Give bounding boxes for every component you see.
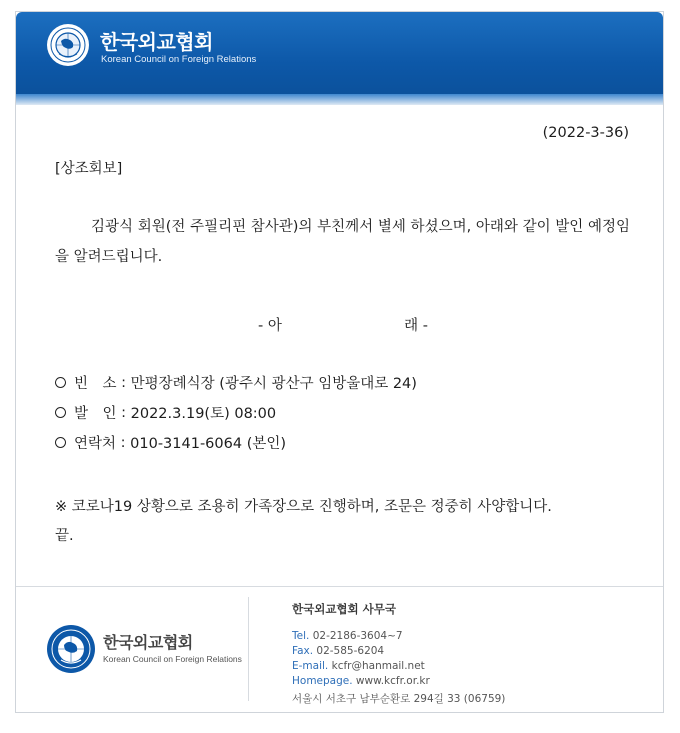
notice-paragraph [55, 493, 633, 551]
item-separator: : [116, 434, 131, 451]
document-number: (2022-3-36) [542, 125, 629, 141]
header-org-name: 한국외교협회 [100, 30, 213, 54]
list-item-departure [55, 402, 276, 423]
notice-text: ※ 코로나19 상황으로 조용히 가족장으로 진행하며, 조문은 정중히 사양합니다. [55, 499, 552, 515]
list-item-contact [55, 432, 286, 453]
section-heading [258, 314, 428, 335]
contact-email [292, 660, 425, 672]
contact-homepage [292, 675, 430, 687]
footer-org-name-en: Korean Council on Foreign Relations [103, 654, 242, 664]
item-key: 빈 소 [74, 376, 117, 392]
office-name: 한국외교협회 사무국 [292, 602, 396, 616]
homepage-label: Homepage. [292, 675, 353, 687]
list-item-funeral-hall [55, 372, 417, 393]
section-heading-left: - 아 [258, 318, 282, 334]
email-link[interactable]: kcfr@hanmail.net [331, 660, 425, 672]
header-band [16, 94, 663, 105]
item-key: 발 인 [74, 406, 117, 422]
item-value: 만평장례식장 (광주시 광산구 임방울대로 24) [130, 376, 417, 392]
contact-fax [292, 645, 384, 657]
circle-bullet-icon [55, 407, 66, 418]
tel-value: 02-2186-3604~7 [312, 630, 403, 642]
contact-address: 서울시 서초구 남부순환로 294길 33 (06759) [292, 693, 506, 705]
circle-bullet-icon [55, 377, 66, 388]
item-key: 연락처 [74, 436, 117, 452]
document-subject: [상조회보] [55, 161, 123, 177]
item-separator: : [116, 404, 131, 421]
letter-header [16, 12, 663, 105]
footer-org-name: 한국외교협회 [103, 633, 193, 652]
fax-label: Fax. [292, 645, 314, 657]
contact-tel [292, 630, 403, 642]
announcement-paragraph [55, 212, 630, 272]
header-org-name-en: Korean Council on Foreign Relations [101, 54, 257, 65]
circle-bullet-icon [55, 437, 66, 448]
footer-separator [16, 586, 663, 587]
item-separator: : [116, 374, 131, 391]
footer-divider [248, 597, 249, 701]
homepage-link[interactable]: www.kcfr.or.kr [355, 675, 430, 687]
section-heading-right: 래 - [404, 318, 428, 334]
announcement-text: 김광식 회원(전 주필리핀 참사관)의 부친께서 별세 하셨으며, 아래와 같이 발인 예정임을 알려드립니다. [55, 219, 630, 265]
letter-frame [15, 11, 664, 713]
email-label: E-mail. [292, 660, 329, 672]
globe-emblem-icon [46, 23, 90, 67]
closing-mark: 끝. [55, 528, 74, 544]
fax-value: 02-585-6204 [316, 645, 385, 657]
item-value: 010-3141-6064 (본인) [130, 436, 287, 452]
globe-emblem-icon [46, 624, 96, 674]
tel-label: Tel. [292, 630, 310, 642]
item-value: 2022.3.19(토) 08:00 [130, 406, 277, 422]
